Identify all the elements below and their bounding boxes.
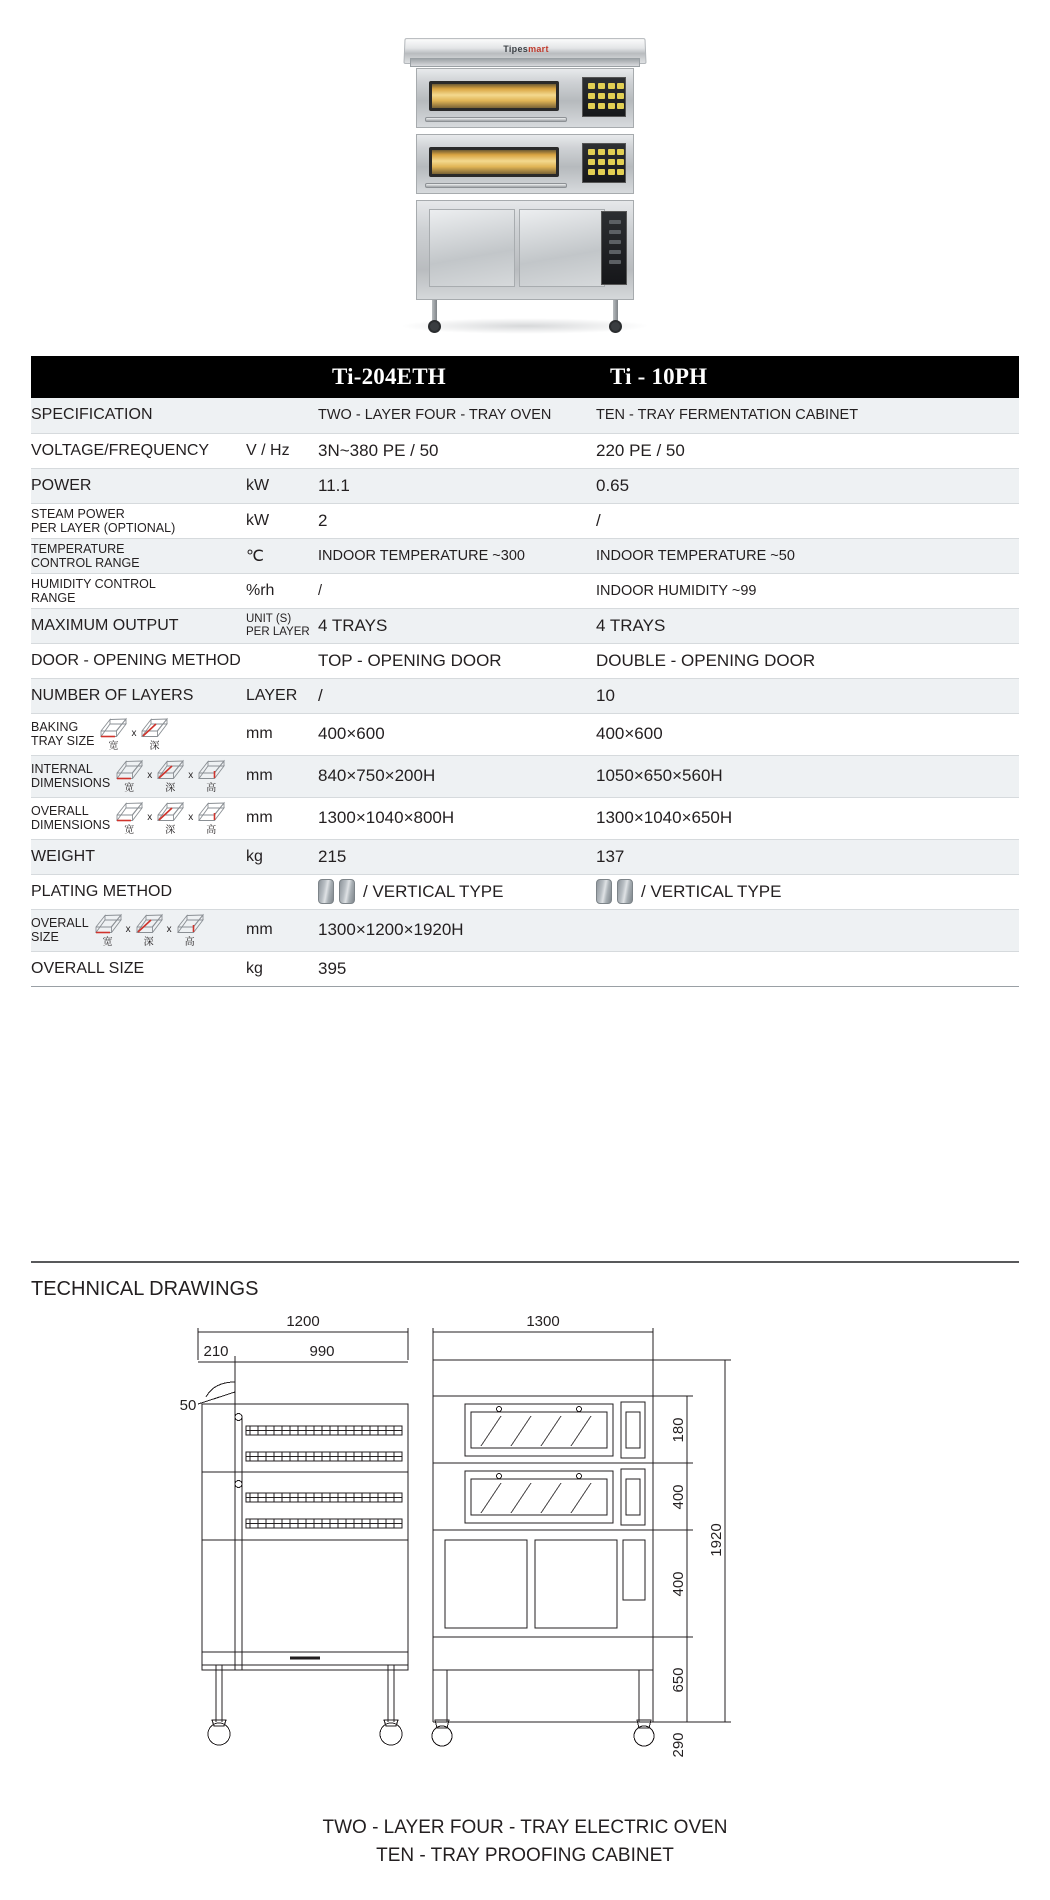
row-value-model-1 (318, 713, 596, 755)
row-label: OVERALL DIMENSIONS (31, 804, 111, 832)
value-text: 0.65 (596, 475, 630, 495)
row-value-model-1 (318, 755, 596, 797)
value-text: INDOOR HUMIDITY ~99 (596, 582, 757, 599)
dimension-icons (114, 759, 226, 794)
value-text: INDOOR TEMPERATURE ~50 (596, 547, 795, 564)
oven-illustration (400, 38, 650, 348)
dim-icon-label-h: 高 (184, 936, 195, 948)
row-label-cell (31, 797, 246, 839)
value-text: / (318, 582, 323, 599)
value-text: / VERTICAL TYPE (363, 881, 504, 901)
brand-logo (405, 44, 647, 54)
front-dim-400-upper: 400 (670, 1484, 687, 1510)
row-value-model-1 (318, 538, 596, 573)
row-unit-cell: V / Hz (246, 433, 318, 468)
caster-left (428, 320, 441, 333)
dimension-box-icon-d (134, 913, 164, 938)
dim-icon-col-w (93, 913, 123, 948)
row-unit-cell: kg (246, 951, 318, 986)
dim-icon-times: x (131, 728, 137, 740)
row-unit-cell: mm (246, 909, 318, 951)
row-unit-cell: mm (246, 713, 318, 755)
value-text: 1050×650×560H (596, 766, 723, 785)
row-unit-cell (246, 643, 318, 678)
row-label-cell (31, 755, 246, 797)
row-value-model-2 (596, 713, 1019, 755)
row-unit-cell: kW (246, 503, 318, 538)
front-dim-total-1920: 1920 (708, 1523, 725, 1557)
stand-leg-left (432, 300, 437, 322)
cabinet-door-left (429, 209, 515, 287)
header-model-2: Ti - 10PH (596, 356, 1019, 398)
dimension-icons (114, 801, 226, 836)
table-row (31, 909, 1019, 951)
dim-icon-times: x (147, 770, 153, 782)
row-unit-cell: kg (246, 839, 318, 874)
value-text: TEN - TRAY FERMENTATION CABINET (596, 407, 859, 424)
row-value-model-2 (596, 573, 1019, 608)
plating-icons (318, 879, 503, 904)
row-value-model-2 (596, 608, 1019, 643)
table-row (31, 608, 1019, 643)
row-label-cell (31, 951, 246, 986)
cabinet-control-panel (601, 211, 627, 285)
row-value-model-1 (318, 643, 596, 678)
row-label-cell (31, 398, 246, 433)
row-label-cell (31, 608, 246, 643)
dim-icon-col-w (114, 801, 144, 836)
dimension-box-icon-h (196, 801, 226, 826)
table-row (31, 713, 1019, 755)
dim-icon-col-w (114, 759, 144, 794)
row-value-model-1 (318, 909, 596, 951)
value-text: TOP - OPENING DOOR (318, 650, 502, 670)
product-photo (0, 18, 1050, 348)
header-unit-col (246, 356, 318, 398)
control-panel-lower (582, 143, 626, 183)
table-row (31, 643, 1019, 678)
row-value-model-2 (596, 839, 1019, 874)
row-label-cell (31, 874, 246, 909)
side-dim-990: 990 (309, 1343, 335, 1360)
specification-table (31, 356, 1019, 987)
row-label-cell (31, 839, 246, 874)
row-unit-cell: kW (246, 468, 318, 503)
row-label: OVERALL SIZE (31, 959, 145, 977)
row-label-cell (31, 433, 246, 468)
dim-icon-col-h (196, 801, 226, 836)
dim-icon-label-w: 宽 (124, 782, 135, 794)
row-unit-cell: %rh (246, 573, 318, 608)
row-value-model-2 (596, 797, 1019, 839)
table-row (31, 951, 1019, 986)
row-label-cell (31, 573, 246, 608)
value-text: 137 (596, 846, 625, 866)
dim-icon-times: x (125, 924, 131, 936)
table-body (31, 398, 1019, 986)
row-value-model-2 (596, 433, 1019, 468)
front-dim-180: 180 (670, 1417, 687, 1443)
dimension-icons (93, 913, 205, 948)
dimension-box-icon-w (114, 801, 144, 826)
value-text: 3N~380 PE / 50 (318, 440, 439, 460)
section-divider (31, 1261, 1019, 1263)
value-text: 1300×1040×650H (596, 808, 733, 827)
row-label: HUMIDITY CONTROL RANGE (31, 576, 156, 605)
plate-icon-2 (617, 879, 633, 904)
value-text: 4 TRAYS (318, 615, 388, 635)
dimension-box-icon-d (155, 801, 185, 826)
table-header (31, 356, 1019, 398)
row-value-model-1 (318, 608, 596, 643)
value-text: 215 (318, 846, 347, 866)
table-row (31, 839, 1019, 874)
oven-handle-lower (425, 183, 567, 188)
plate-icon-1 (596, 879, 612, 904)
value-text: 10 (596, 685, 615, 705)
row-value-model-1 (318, 678, 596, 713)
table-row (31, 433, 1019, 468)
plate-icon-1 (318, 879, 334, 904)
stand-leg-right (613, 300, 618, 322)
dimension-box-icon-h (175, 913, 205, 938)
dim-icon-col-d (155, 801, 185, 836)
row-value-model-1 (318, 797, 596, 839)
dim-icon-label-d: 深 (165, 824, 176, 836)
oven-handle-upper (425, 117, 567, 122)
row-value-model-1 (318, 503, 596, 538)
row-value-model-2 (596, 951, 1019, 986)
control-panel-upper (582, 77, 626, 117)
table-row (31, 503, 1019, 538)
dim-icon-label-h: 高 (206, 824, 217, 836)
row-label: OVERALL SIZE (31, 916, 89, 944)
value-text: / (318, 685, 323, 705)
dimension-box-icon-w (93, 913, 123, 938)
row-label: SPECIFICATION (31, 406, 153, 424)
row-value-model-2 (596, 874, 1019, 909)
dim-icon-label-d: 深 (143, 936, 154, 948)
oven-stand (416, 300, 634, 334)
dimension-box-icon-d (139, 717, 169, 742)
value-text: 11.1 (318, 475, 350, 495)
dim-icon-col-h (196, 759, 226, 794)
row-value-model-2 (596, 643, 1019, 678)
table-header-row (31, 356, 1019, 398)
dim-icon-label-h: 高 (206, 782, 217, 794)
row-value-model-2 (596, 755, 1019, 797)
front-dim-650: 650 (670, 1667, 687, 1693)
value-text: 1300×1040×800H (318, 808, 455, 827)
row-label-cell (31, 468, 246, 503)
plate-icon-2 (339, 879, 355, 904)
row-value-model-2 (596, 538, 1019, 573)
dim-icon-times: x (188, 812, 194, 824)
row-unit-cell: mm (246, 755, 318, 797)
proofing-cabinet (416, 200, 634, 300)
table-row (31, 874, 1019, 909)
dim-icon-times: x (147, 812, 153, 824)
dimension-box-icon-d (155, 759, 185, 784)
dim-icon-col-h (175, 913, 205, 948)
dim-icon-col-w (98, 717, 128, 752)
dimension-box-icon-h (196, 759, 226, 784)
value-text: 1300×1200×1920H (318, 920, 464, 939)
oven-window-lower (429, 147, 559, 177)
value-text: 4 TRAYS (596, 615, 666, 635)
row-label-cell (31, 678, 246, 713)
dim-icon-col-d (134, 913, 164, 948)
table-row (31, 797, 1019, 839)
row-unit-cell (246, 398, 318, 433)
row-label: WEIGHT (31, 847, 95, 865)
oven-deck-lower (416, 134, 634, 194)
hood-lip (410, 58, 640, 67)
table-row (31, 538, 1019, 573)
row-label: BAKING TRAY SIZE (31, 720, 95, 748)
value-text: 2 (318, 510, 328, 530)
row-label-cell (31, 713, 246, 755)
dim-icon-label-d: 深 (149, 740, 160, 752)
drawing-caption (0, 1814, 1050, 1869)
dimension-icons (98, 717, 169, 752)
table-row (31, 755, 1019, 797)
dim-icon-label-d: 深 (165, 782, 176, 794)
dim-icon-label-w: 宽 (102, 936, 113, 948)
row-unit-cell: ℃ (246, 538, 318, 573)
dim-icon-col-d (155, 759, 185, 794)
dimension-box-icon-w (114, 759, 144, 784)
table-row (31, 678, 1019, 713)
row-label: PLATING METHOD (31, 882, 173, 900)
row-label-cell (31, 538, 246, 573)
value-text: 400×600 (596, 724, 663, 743)
row-label: DOOR - OPENING METHOD (31, 651, 241, 669)
row-label: STEAM POWER PER LAYER (OPTIONAL) (31, 506, 176, 535)
row-value-model-1 (318, 468, 596, 503)
value-text: 220 PE / 50 (596, 440, 685, 460)
value-text: / VERTICAL TYPE (641, 881, 782, 901)
side-dim-50: 50 (179, 1397, 197, 1414)
front-dim-400-lower: 400 (670, 1571, 687, 1597)
row-value-model-1 (318, 398, 596, 433)
table-row (31, 398, 1019, 433)
row-label-cell (31, 909, 246, 951)
front-dim-width-1300: 1300 (526, 1313, 560, 1330)
brand-text-b: mart (528, 44, 549, 54)
row-label: POWER (31, 476, 92, 494)
table-row (31, 573, 1019, 608)
row-value-model-2 (596, 398, 1019, 433)
row-label: TEMPERATURE CONTROL RANGE (31, 541, 140, 570)
value-text: 395 (318, 958, 347, 978)
row-label: NUMBER OF LAYERS (31, 686, 194, 704)
value-text: 400×600 (318, 724, 385, 743)
value-text: DOUBLE - OPENING DOOR (596, 650, 816, 670)
value-text: INDOOR TEMPERATURE ~300 (318, 547, 525, 564)
caption-line-1: TWO - LAYER FOUR - TRAY ELECTRIC OVEN (322, 1817, 728, 1838)
oven-window-upper (429, 81, 559, 111)
dim-icon-label-w: 宽 (124, 824, 135, 836)
brand-text-a: Tipes (503, 44, 529, 54)
oven-deck-upper (416, 68, 634, 128)
front-dim-290: 290 (670, 1732, 687, 1758)
dim-icon-label-w: 宽 (108, 740, 119, 752)
row-value-model-2 (596, 468, 1019, 503)
row-value-model-2 (596, 503, 1019, 538)
row-value-model-1 (318, 951, 596, 986)
row-label-cell (31, 503, 246, 538)
row-value-model-2 (596, 678, 1019, 713)
dim-icon-col-d (139, 717, 169, 752)
side-dim-1200: 1200 (286, 1313, 320, 1330)
row-unit-cell: UNIT (S) PER LAYER (246, 608, 318, 643)
dimension-box-icon-w (98, 717, 128, 742)
row-value-model-1 (318, 573, 596, 608)
value-text: 840×750×200H (318, 766, 436, 785)
header-model-1: Ti-204ETH (318, 356, 596, 398)
row-unit-cell: LAYER (246, 678, 318, 713)
dim-icon-times: x (166, 924, 172, 936)
row-unit-cell (246, 874, 318, 909)
row-label: VOLTAGE/FREQUENCY (31, 441, 210, 459)
dim-icon-times: x (188, 770, 194, 782)
row-value-model-1 (318, 433, 596, 468)
row-value-model-2 (596, 909, 1019, 951)
caster-right (609, 320, 622, 333)
row-value-model-1 (318, 839, 596, 874)
caption-line-2: TEN - TRAY PROOFING CABINET (376, 1844, 674, 1866)
value-text: / (596, 510, 601, 530)
plating-icons (596, 879, 781, 904)
cabinet-door-right (519, 209, 605, 287)
header-label-col (31, 356, 246, 398)
row-label-cell (31, 643, 246, 678)
side-dim-210: 210 (203, 1343, 229, 1360)
row-label: INTERNAL DIMENSIONS (31, 762, 111, 790)
row-label: MAXIMUM OUTPUT (31, 616, 179, 634)
row-value-model-1 (318, 874, 596, 909)
front-view-drawing (425, 1300, 745, 1770)
technical-drawings-title: TECHNICAL DRAWINGS (31, 1278, 259, 1300)
side-view-drawing (150, 1300, 420, 1770)
table-row (31, 468, 1019, 503)
row-unit-cell: mm (246, 797, 318, 839)
value-text: TWO - LAYER FOUR - TRAY OVEN (318, 407, 552, 424)
